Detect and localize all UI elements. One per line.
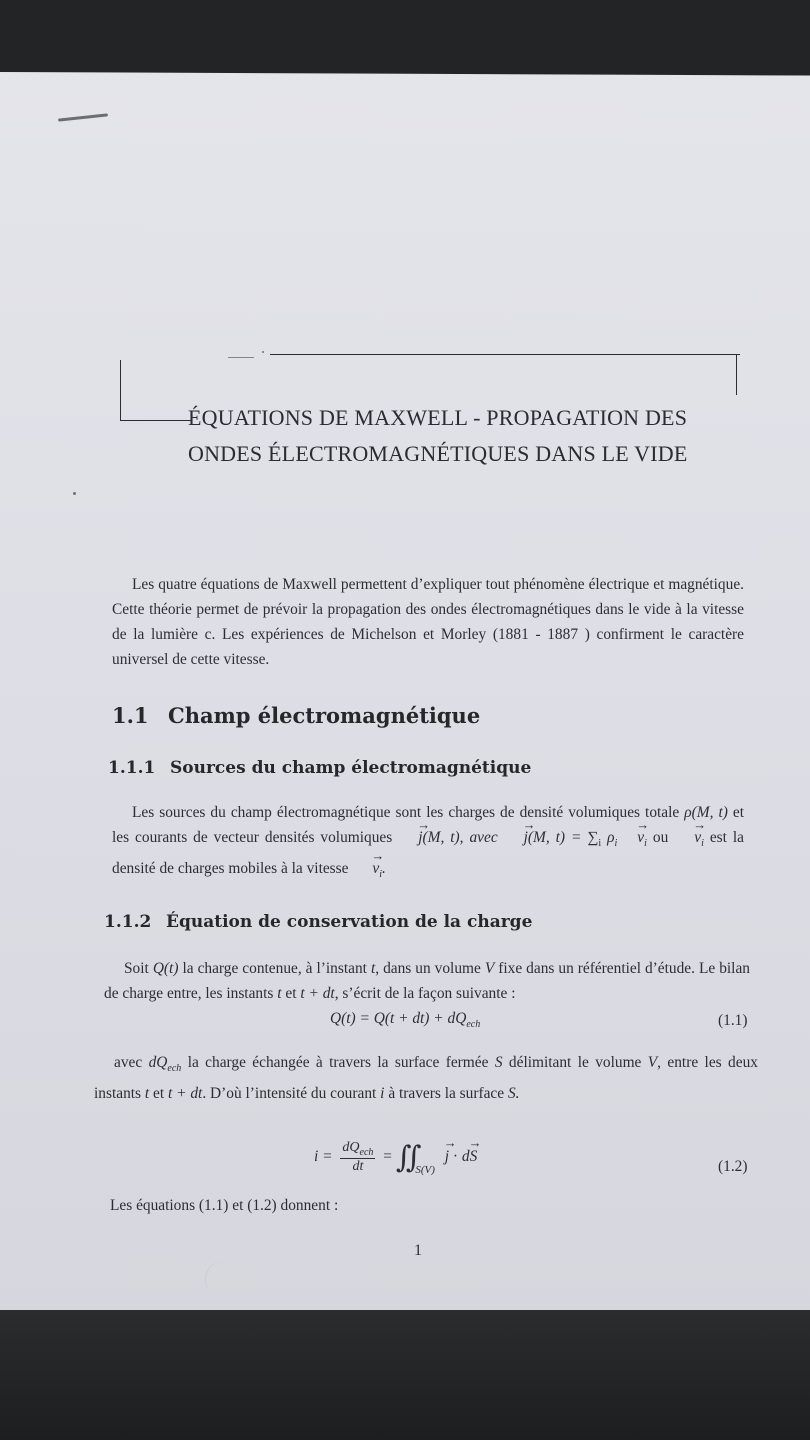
chapter-title-line1: ÉQUATIONS DE MAXWELL - PROPAGATION DES [188, 405, 688, 430]
math-q: Q(t) [152, 960, 179, 977]
math-rho-v: $\rho_i\to v_i$ [607, 829, 647, 846]
desk-surface [0, 1310, 810, 1440]
math-vector-s: → S [470, 1148, 478, 1166]
text-run: avec [114, 1054, 143, 1071]
dot-operator: · [452, 1148, 459, 1166]
section-number: 1.1 [112, 703, 149, 728]
math-sum [587, 829, 602, 850]
chapter-frame-top [270, 354, 740, 355]
sum-index: i [598, 838, 602, 850]
math-i: i [380, 1085, 385, 1103]
sources-text [112, 800, 744, 887]
equation-1-2 [314, 1140, 477, 1175]
math-vector-j: → j [398, 825, 422, 850]
math-args: (M, t), avec [422, 829, 498, 846]
section-title: Champ électromagnétique [168, 703, 481, 728]
text-run: la charge échangée à travers la surface fermée [187, 1054, 489, 1071]
math-v: V [484, 960, 495, 977]
text-run: et [153, 1085, 165, 1103]
math-dq-base: dQ [148, 1054, 168, 1071]
section-heading [112, 703, 480, 728]
text-run: ou [652, 829, 669, 846]
sources-paragraph [112, 800, 744, 887]
double-integral-symbol: ∬ [395, 1141, 416, 1174]
math-t-dt: t + dt [300, 985, 335, 1002]
integral-domain: S(V) [415, 1164, 435, 1177]
math-t: t [144, 1085, 150, 1103]
math-rho: ρ(M, t) [684, 804, 728, 821]
text-run: , s’écrit de la façon suivante : [334, 985, 516, 1002]
text-run: , entre les deux instants [94, 1054, 758, 1103]
fraction [340, 1140, 375, 1175]
subsection-heading [108, 758, 531, 778]
text-run: . D’où l’intensité du courant [202, 1085, 377, 1103]
text-run: est la densité de charges mobiles à la vitesse [112, 829, 744, 878]
equation-number: (1.2) [718, 1158, 748, 1175]
rho-symbol: ρ [607, 829, 615, 846]
equation-number: (1.1) [718, 1012, 748, 1029]
fraction-denominator: dt [352, 1158, 364, 1174]
text-run: , dans un volume [375, 960, 481, 977]
speck [73, 492, 76, 495]
subsection-title: Équation de conservation de la charge [166, 912, 533, 932]
math-s: S [494, 1054, 503, 1071]
subsection-heading [104, 912, 532, 932]
math-args: (M, t) = [527, 829, 582, 846]
math-vector-j: → j [445, 1148, 449, 1166]
intro-paragraph [112, 572, 744, 672]
math-vector-j: → j [504, 825, 528, 850]
subsection-number: 1.1.2 [104, 912, 152, 932]
exchange-paragraph [94, 1050, 758, 1106]
equation-1-1 [330, 1010, 480, 1030]
math-v: → $v_i$. [352, 860, 385, 877]
charge-text [104, 956, 750, 1006]
paper-page [0, 72, 810, 1318]
text-run: délimitant le volume [508, 1054, 642, 1071]
charge-paragraph [104, 956, 750, 1006]
frame-decoration [228, 357, 254, 358]
chapter-frame-left [120, 360, 121, 420]
chapter-title-line2: ONDES ÉLECTROMAGNÉTIQUES DANS LE VIDE [188, 441, 688, 466]
math-t: t [277, 985, 282, 1002]
text-run: et les courants de vecteur densités volumiques [112, 804, 744, 846]
chapter-frame-right [736, 355, 737, 395]
equation-lhs: i = [314, 1148, 333, 1166]
intro-text: Les quatre équations de Maxwell permettent d’expliquer tout phénomène électrique et magnétique. Cette théorie permet de prévoir la propagation des ondes électromagnétiques dans le vide à la vitesse de la lumière c. Les expériences de Michelson et Morley (1881 - 1887 ) confirment le caractère universel de cette vitesse. [112, 576, 744, 668]
math-t-dt: t + dt [168, 1085, 203, 1103]
page-number: 1 [414, 1242, 422, 1259]
text-run: Soit [124, 960, 149, 977]
chapter-frame-bottom [120, 420, 192, 421]
math-dq-sub: ech [167, 1063, 182, 1075]
text-run: à travers la surface [388, 1085, 505, 1103]
math-v: V [647, 1054, 658, 1071]
fraction-numerator [340, 1140, 375, 1159]
subsection-number: 1.1.1 [108, 758, 156, 778]
math-v: → $v_i$ [674, 829, 704, 846]
numerator-sub: ech [359, 1146, 374, 1158]
text-run: fixe dans un référentiel d’étude. Le bilan de charge entre, les instants [104, 960, 750, 1002]
equation-body: Q(t) = Q(t + dt) + dQ [330, 1010, 467, 1027]
math-d: d [461, 1148, 470, 1166]
chapter-title [188, 400, 748, 472]
text-run: la charge contenue, à l’instant [182, 960, 367, 977]
speck [262, 351, 264, 353]
equals-sign: = [383, 1148, 392, 1166]
text-run: Les sources du champ électromagnétique sont les charges de densité volumiques totale [132, 804, 680, 821]
subsection-title: Sources du champ électromagnétique [170, 758, 532, 778]
numerator-base: dQ [342, 1140, 360, 1156]
conclusion-paragraph [110, 1193, 742, 1218]
math-dq [148, 1054, 182, 1075]
sum-symbol: ∑ [587, 829, 599, 846]
text-run: et [285, 985, 297, 1002]
exchange-text [94, 1050, 758, 1106]
conclusion-text: Les équations (1.1) et (1.2) donnent : [110, 1197, 339, 1214]
equation-subscript: ech [466, 1019, 481, 1031]
math-t: t [370, 960, 376, 977]
math-s: S. [507, 1085, 520, 1103]
